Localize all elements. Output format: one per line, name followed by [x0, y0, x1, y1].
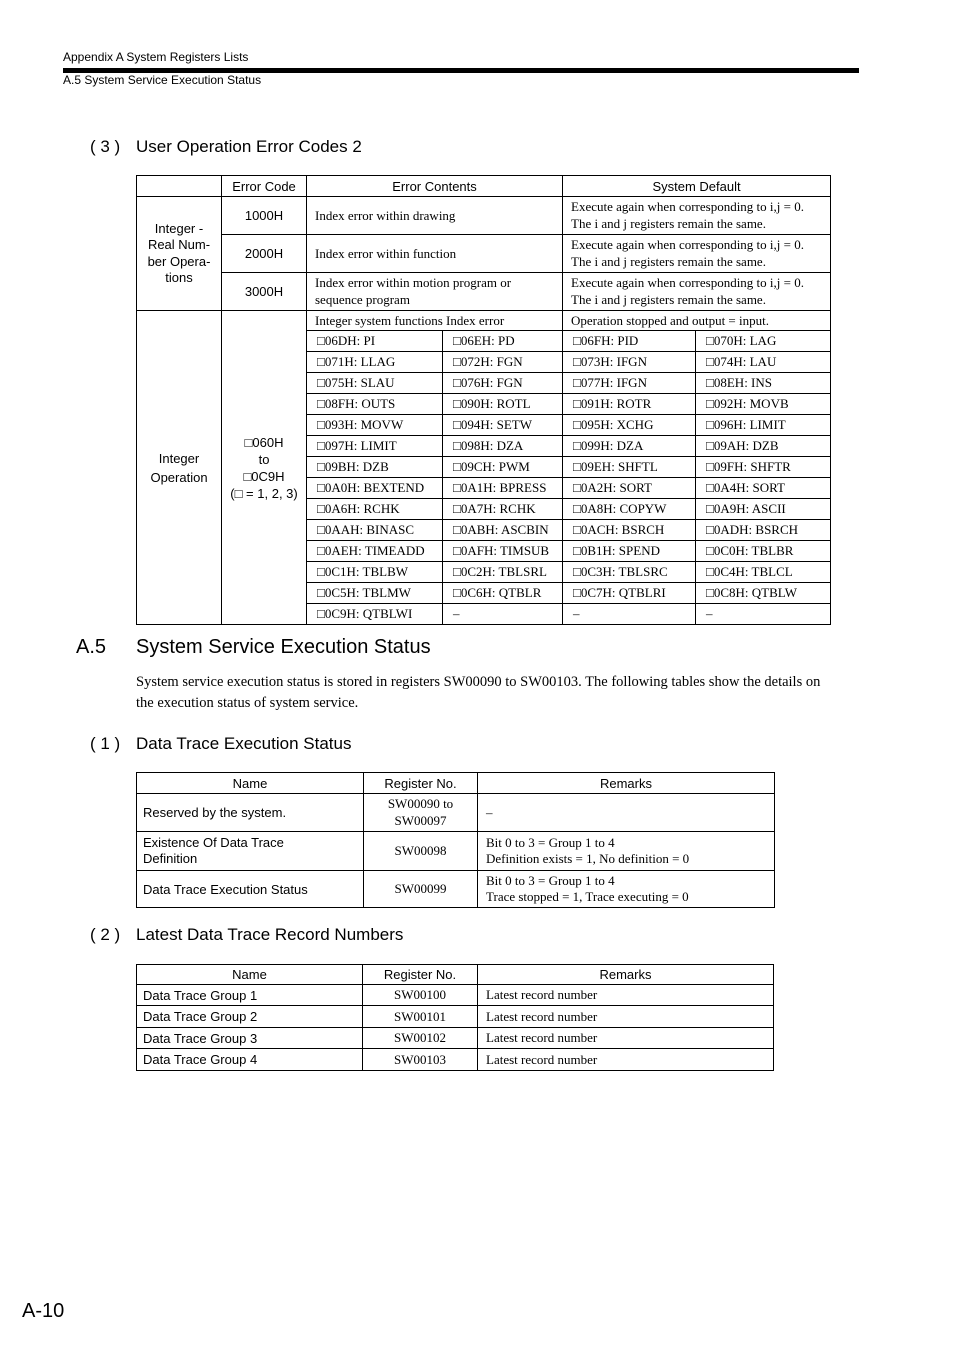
function-cell: –	[696, 604, 831, 625]
name-cell: Reserved by the system.	[137, 794, 364, 832]
function-cell: □09BH: DZB	[307, 457, 443, 478]
contents-line: Index error within motion program or	[315, 275, 512, 290]
name-cell: Data Trace Group 1	[137, 985, 363, 1006]
remarks-line: Definition exists = 1, No definition = 0	[486, 851, 690, 866]
function-cell: □092H: MOVB	[696, 394, 831, 415]
running-header-chapter: Appendix A System Registers Lists	[63, 50, 249, 64]
name-line: Existence Of Data Trace	[143, 834, 284, 850]
contents-line: sequence program	[315, 291, 410, 307]
function-cell: □06DH: PI	[307, 331, 443, 352]
group1-label	[137, 197, 222, 311]
default-line: The i and j registers remain the same.	[571, 253, 766, 269]
name-cell	[137, 832, 364, 871]
table-header-row	[137, 773, 775, 794]
subsection-3-number: ( 3 )	[90, 137, 121, 156]
remarks-cell: –	[478, 794, 775, 832]
system-default-cell	[563, 273, 831, 311]
error-code-cell: 1000H	[222, 197, 307, 235]
remarks-cell: Latest record number	[478, 1028, 774, 1049]
table-row	[137, 273, 831, 311]
function-cell: □0A7H: RCHK	[443, 499, 563, 520]
function-cell: □073H: IFGN	[563, 352, 696, 373]
function-cell: □06FH: PID	[563, 331, 696, 352]
function-cell: □0C2H: TBLSRL	[443, 562, 563, 583]
header-remarks: Remarks	[478, 965, 774, 985]
error-contents-cell: Integer system functions Index error	[307, 311, 563, 331]
function-cell: □0AEH: TIMEADD	[307, 541, 443, 562]
name-cell: Data Trace Group 2	[137, 1006, 363, 1028]
function-cell: □0A1H: BPRESS	[443, 478, 563, 499]
header-register-no: Register No.	[363, 965, 478, 985]
register-cell: SW00100	[363, 985, 478, 1006]
function-cell: □08EH: INS	[696, 373, 831, 394]
function-cell: □0C3H: TBLSRC	[563, 562, 696, 583]
function-cell: □098H: DZA	[443, 436, 563, 457]
function-cell: □074H: LAU	[696, 352, 831, 373]
subsection-3-title: User Operation Error Codes 2	[136, 137, 362, 156]
group2-code	[222, 311, 307, 625]
default-line: The i and j registers remain the same.	[571, 291, 766, 307]
function-cell: □0A0H: BEXTEND	[307, 478, 443, 499]
paragraph-line: the execution status of system service.	[136, 695, 359, 711]
error-contents-cell	[307, 273, 563, 311]
register-cell: SW00101	[363, 1006, 478, 1028]
function-cell: □0C6H: QTBLR	[443, 583, 563, 604]
remarks-line: Bit 0 to 3 = Group 1 to 4	[486, 872, 615, 888]
group1-label-line: Real Num-	[147, 237, 211, 252]
function-cell: □0AAH: BINASC	[307, 520, 443, 541]
error-contents-cell: Index error within function	[307, 235, 563, 273]
function-cell: □0C4H: TBLCL	[696, 562, 831, 583]
error-code-cell: 3000H	[222, 273, 307, 311]
function-cell: □0A2H: SORT	[563, 478, 696, 499]
function-cell: □095H: XCHG	[563, 415, 696, 436]
function-cell: □0AFH: TIMSUB	[443, 541, 563, 562]
header-error-contents: Error Contents	[307, 176, 563, 197]
section-number: A.5	[76, 636, 107, 658]
subsection-1-number: ( 1 )	[90, 734, 121, 753]
register-cell: SW00103	[363, 1049, 478, 1071]
function-cell: □0A9H: ASCII	[696, 499, 831, 520]
section-title: System Service Execution Status	[136, 636, 431, 658]
group2-code-line: □0C9H	[243, 468, 285, 484]
function-cell: □06EH: PD	[443, 331, 563, 352]
error-contents-cell: Index error within drawing	[307, 197, 563, 235]
function-cell: □0C5H: TBLMW	[307, 583, 443, 604]
function-cell: □097H: LIMIT	[307, 436, 443, 457]
function-cell: □09AH: DZB	[696, 436, 831, 457]
table-row	[137, 832, 775, 871]
name-cell: Data Trace Group 3	[137, 1028, 363, 1049]
error-codes-table	[136, 175, 831, 625]
function-cell: □0C0H: TBLBR	[696, 541, 831, 562]
function-cell: □072H: FGN	[443, 352, 563, 373]
remarks-cell: Latest record number	[478, 1049, 774, 1071]
system-default-cell	[563, 235, 831, 273]
function-cell: □075H: SLAU	[307, 373, 443, 394]
function-cell: □0C8H: QTBLW	[696, 583, 831, 604]
function-cell: □0C1H: TBLBW	[307, 562, 443, 583]
function-cell: □099H: DZA	[563, 436, 696, 457]
function-cell: □093H: MOVW	[307, 415, 443, 436]
default-line: Execute again when corresponding to i,j = 0.	[571, 275, 804, 290]
subsection-1-title: Data Trace Execution Status	[136, 734, 352, 753]
function-cell: –	[563, 604, 696, 625]
name-cell: Data Trace Execution Status	[137, 871, 364, 908]
function-cell: □090H: ROTL	[443, 394, 563, 415]
system-default-cell: Operation stopped and output = input.	[563, 311, 831, 331]
function-cell: □091H: ROTR	[563, 394, 696, 415]
table-row	[137, 985, 774, 1006]
error-code-cell: 2000H	[222, 235, 307, 273]
header-name: Name	[137, 965, 363, 985]
header-error-code: Error Code	[222, 176, 307, 197]
group2-code-line: to	[258, 451, 270, 467]
function-cell: □0A4H: SORT	[696, 478, 831, 499]
group1-label-line: Integer -	[154, 220, 204, 236]
function-cell: □08FH: OUTS	[307, 394, 443, 415]
function-cell: □070H: LAG	[696, 331, 831, 352]
table-row	[137, 1049, 774, 1071]
function-cell: □09FH: SHFTR	[696, 457, 831, 478]
remarks-cell	[478, 832, 775, 871]
table-header-row	[137, 965, 774, 985]
register-cell: SW00099	[364, 871, 478, 908]
table-row	[137, 1028, 774, 1049]
function-cell: □0ADH: BSRCH	[696, 520, 831, 541]
subsection-2-title: Latest Data Trace Record Numbers	[136, 925, 404, 944]
group2-label-line: Integer	[158, 450, 200, 466]
group2-label-line: Operation	[150, 469, 208, 485]
function-cell: □0ABH: ASCBIN	[443, 520, 563, 541]
register-cell: SW00098	[364, 832, 478, 871]
remarks-cell	[478, 871, 775, 908]
group2-code-line: (□ = 1, 2, 3)	[230, 485, 298, 501]
function-cell: □0C7H: QTBLRI	[563, 583, 696, 604]
header-register-no: Register No.	[364, 773, 478, 794]
function-cell: □09CH: PWM	[443, 457, 563, 478]
function-cell: □096H: LIMIT	[696, 415, 831, 436]
remarks-cell: Latest record number	[478, 1006, 774, 1028]
header-system-default: System Default	[563, 176, 831, 197]
default-line: The i and j registers remain the same.	[571, 215, 766, 231]
record-numbers-table	[136, 964, 774, 1071]
register-line: SW00097	[394, 812, 447, 828]
table-header-row	[137, 176, 831, 197]
default-line: Execute again when corresponding to i,j = 0.	[571, 199, 804, 214]
table-row	[137, 1006, 774, 1028]
default-line: Execute again when corresponding to i,j = 0.	[571, 237, 804, 252]
function-cell: □071H: LLAG	[307, 352, 443, 373]
table-row	[137, 794, 775, 832]
section-paragraph	[136, 672, 866, 714]
remarks-line: Bit 0 to 3 = Group 1 to 4	[486, 834, 615, 850]
function-cell: □0A8H: COPYW	[563, 499, 696, 520]
register-cell	[364, 794, 478, 832]
subsection-2-number: ( 2 )	[90, 925, 121, 944]
page-number: A-10	[22, 1300, 65, 1322]
function-cell: □0A6H: RCHK	[307, 499, 443, 520]
function-cell: □077H: IFGN	[563, 373, 696, 394]
running-header-section: A.5 System Service Execution Status	[63, 73, 262, 87]
function-cell: □0B1H: SPEND	[563, 541, 696, 562]
remarks-line: Trace stopped = 1, Trace executing = 0	[486, 889, 689, 904]
register-line: SW00090 to	[387, 796, 454, 811]
function-cell: □076H: FGN	[443, 373, 563, 394]
register-cell: SW00102	[363, 1028, 478, 1049]
function-cell: □09EH: SHFTL	[563, 457, 696, 478]
function-cell: □0ACH: BSRCH	[563, 520, 696, 541]
paragraph-line: System service execution status is stored in registers SW00090 to SW00103. The following tables show the details on	[136, 674, 821, 690]
table-row	[137, 871, 775, 908]
table-row	[137, 311, 831, 331]
group1-label-line: tions	[165, 270, 193, 285]
group2-code-line: □060H	[244, 434, 284, 450]
table-row	[137, 235, 831, 273]
table-row	[137, 197, 831, 235]
header-remarks: Remarks	[478, 773, 775, 794]
system-default-cell	[563, 197, 831, 235]
group2-label	[137, 311, 222, 625]
remarks-cell: Latest record number	[478, 985, 774, 1006]
trace-status-table	[136, 772, 775, 908]
header-blank-cell	[137, 176, 222, 197]
function-cell: □094H: SETW	[443, 415, 563, 436]
function-cell: □0C9H: QTBLWI	[307, 604, 443, 625]
function-cell: –	[443, 604, 563, 625]
header-name: Name	[137, 773, 364, 794]
name-line: Definition	[143, 851, 198, 866]
group1-label-line: ber Opera-	[147, 253, 211, 269]
name-cell: Data Trace Group 4	[137, 1049, 363, 1071]
